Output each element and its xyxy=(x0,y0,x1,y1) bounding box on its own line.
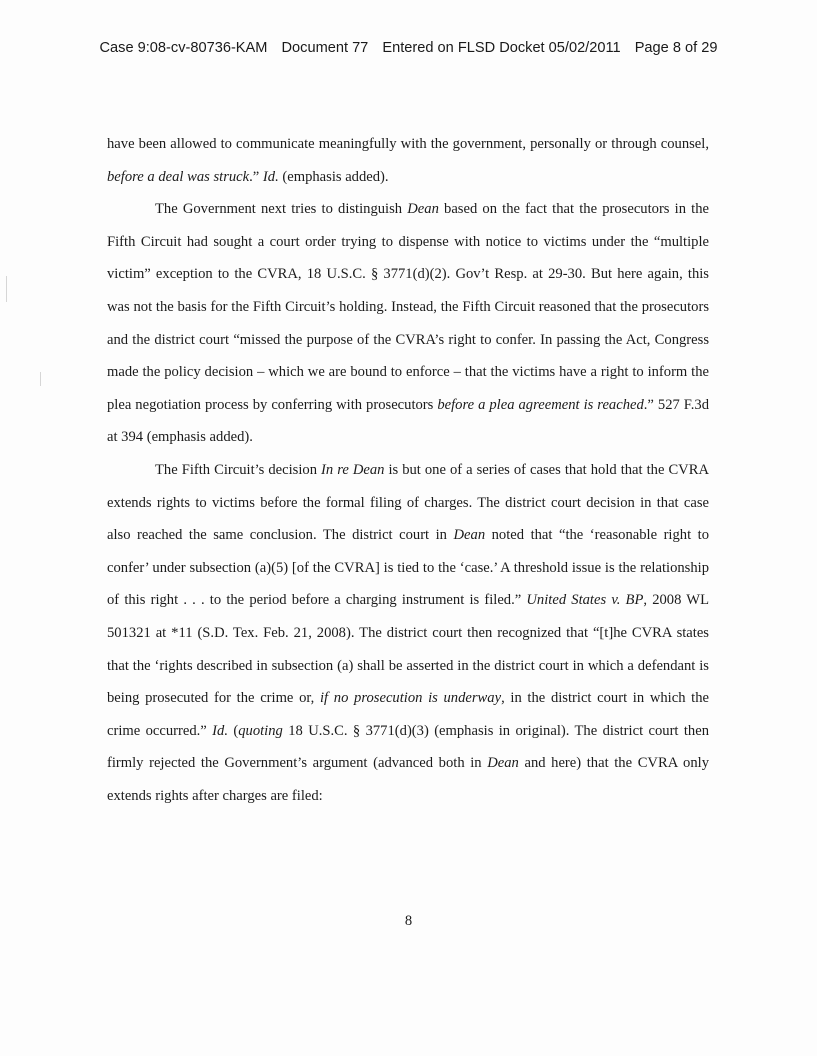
text-segment: The Government next tries to distinguish xyxy=(155,201,408,218)
text-segment: , in the district court in which the crime occurred.” xyxy=(107,690,710,739)
page-indicator: Page 8 of 29 xyxy=(634,40,718,56)
italic-text: before a deal was struck xyxy=(107,168,250,185)
italic-text: United States v. BP xyxy=(526,592,644,609)
scan-artifact xyxy=(6,276,7,302)
paragraph xyxy=(107,454,709,813)
text-segment: , 2008 WL 501321 at *11 (S.D. Tex. Feb. 21, 2008). The district court then recognized that “[t]he CVRA states that the ‘rights described in subsection (a) shall be asserted in the district court in which a defendant is being prosecuted for the crime or, xyxy=(107,592,709,707)
text-segment: have been allowed to communicate meaningfully with the government, personally or through counsel, xyxy=(107,136,709,152)
docket-entry: Entered on FLSD Docket 05/02/2011 xyxy=(382,40,621,56)
paragraph xyxy=(107,128,709,193)
italic-text: quoting xyxy=(238,722,283,739)
page-number: 8 xyxy=(404,913,413,929)
text-segment: based on the fact that the prosecutors in the Fifth Circuit had sought a court order trying to dispense with notice to victims under the “multiple victim” exception to the CVRA, 18 U.S.C. § 3771(d)(2). Gov’t Resp. at 29-30. But here again, this was not the basis for the Fifth Circuit’s holding. Instead, the Fifth Circuit reasoned that the prosecutors and the district court “missed the purpose of the CVRA’s right to confer. In passing the Act, Congress made the policy decision – which we are bound to enforce – that the victims have a right to inform the plea negotiation process by conferring with prosecutors xyxy=(107,201,709,413)
text-segment: (emphasis added). xyxy=(278,168,389,185)
italic-text: Dean xyxy=(487,755,519,772)
text-segment: 18 U.S.C. § 3771(d)(3) (emphasis in original). The district court then firmly rejected the Government’s argument (advanced both in xyxy=(107,722,710,772)
text-segment: ( xyxy=(227,722,239,739)
text-segment: noted that “the ‘reasonable right to confer’ under subsection (a)(5) [of the CVRA] is tied to the ‘case.’ A threshold issue is the relationship of this right . . . to the period before a charging instrument is filed.” xyxy=(107,527,709,609)
text-segment: .” xyxy=(249,168,263,185)
text-segment: .” 527 F.3d at 394 (emphasis added). xyxy=(107,396,709,446)
case-number: Case 9:08-cv-80736-KAM xyxy=(99,40,268,56)
text-segment: and here) that the CVRA only extends rights after charges are filed: xyxy=(107,755,709,804)
body-text xyxy=(107,128,709,812)
document-number: Document 77 xyxy=(281,40,369,56)
text-segment: The Fifth Circuit’s decision xyxy=(155,461,322,478)
italic-text: before a plea agreement is reached xyxy=(437,396,644,413)
italic-text: Id. xyxy=(262,168,279,185)
text-segment: is but one of a series of cases that hold that the CVRA extends rights to victims before the formal filing of charges. The district court decision in that case also reached the same conclusion. The district court in xyxy=(107,461,709,544)
scan-artifact xyxy=(40,372,41,386)
italic-text: Id. xyxy=(212,722,228,739)
italic-text: In re Dean xyxy=(321,461,385,478)
italic-text: Dean xyxy=(407,201,439,218)
italic-text: Dean xyxy=(453,527,486,544)
paragraph xyxy=(107,193,709,454)
docket-header xyxy=(0,40,817,56)
italic-text: if no prosecution is underway xyxy=(320,690,502,707)
